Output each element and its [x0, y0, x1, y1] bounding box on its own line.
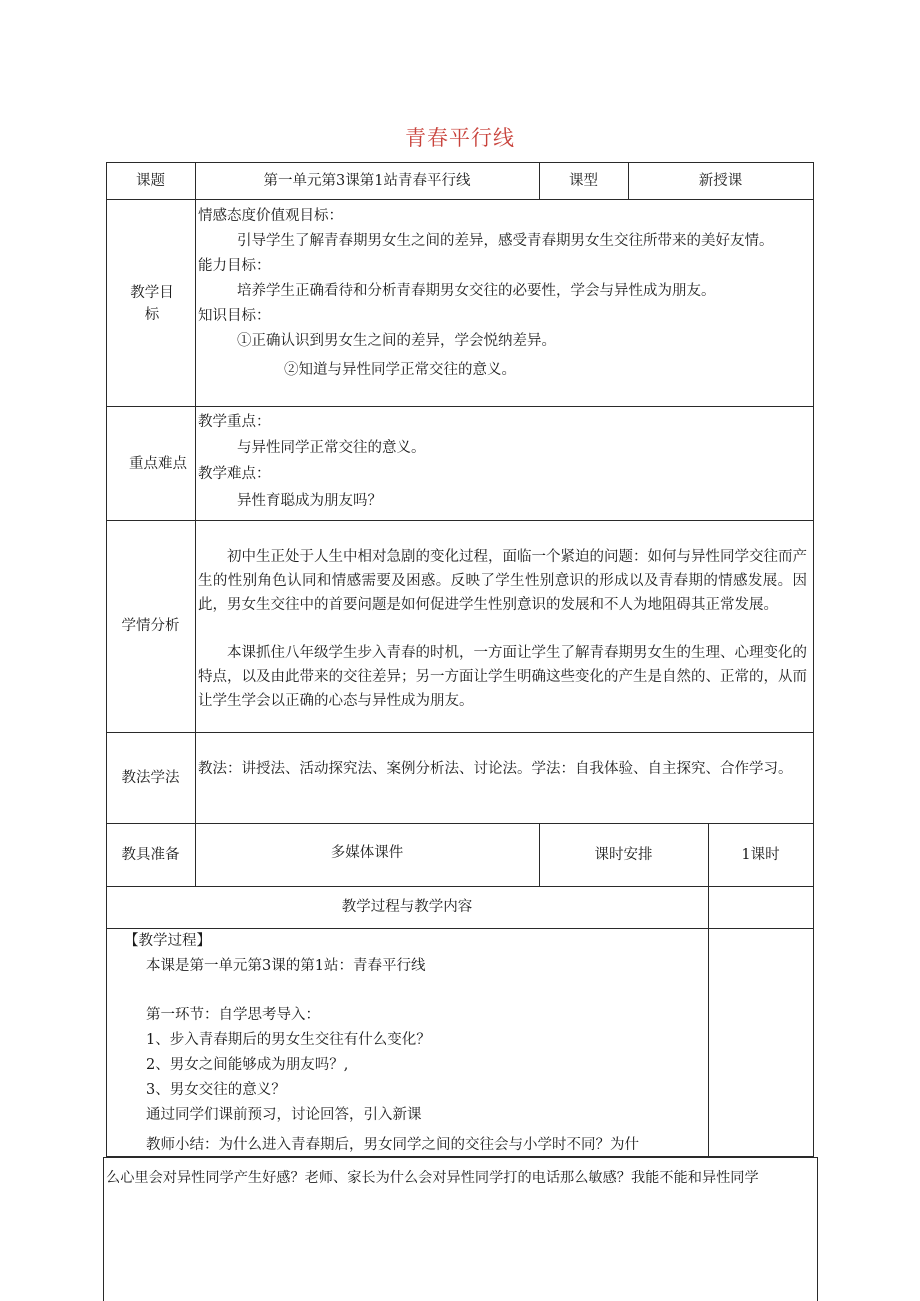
process-line: 2、男女之间能够成为朋友吗？, — [146, 1057, 349, 1073]
time-label: 课时安排 — [594, 846, 653, 863]
key-points-label: 重点难点 — [129, 456, 187, 472]
process-line: 通过同学们课前预习，讨论回答，引入新课 — [146, 1107, 422, 1123]
key-point-line: 与异性同学正常交往的意义。 — [237, 440, 426, 456]
tools-value: 多媒体课件 — [330, 845, 404, 861]
process-line: 3、男女交往的意义？ — [146, 1082, 286, 1098]
table-border-right — [813, 162, 814, 1157]
process-line: 第一环节：自学思考导入： — [146, 1007, 320, 1023]
analysis-label: 学情分析 — [121, 618, 180, 634]
lesson-type-value: 新授课 — [698, 172, 743, 189]
process-line: 本课是第一单元第3课的第1站：青春平行线 — [146, 958, 426, 974]
key-point-line: 异性育聪成为朋友吗？ — [237, 493, 382, 509]
objective-line: 培养学生正确看待和分析青春期男女交往的必要性，学会与异性成为朋友。 — [237, 283, 716, 299]
objective-line: 能力目标： — [198, 258, 271, 274]
objective-line: 知识目标： — [198, 308, 271, 324]
process-heading: 【教学过程】 — [124, 933, 211, 949]
objective-line: ①正确认识到男女生之间的差异，学会悦纳差异。 — [237, 333, 556, 349]
topic-value: 第一单元第3课第1站青春平行线 — [263, 172, 471, 189]
key-point-line: 教学重点： — [198, 414, 271, 430]
process-header: 教学过程与教学内容 — [341, 899, 473, 915]
page-title: 青春平行线 — [405, 126, 515, 150]
process-line: 1、步入青春期后的男女生交往有什么变化？ — [146, 1032, 431, 1048]
analysis-paragraph: 本课抓住八年级学生步入青春的时机，一方面让学生了解青春期男女生的生理、心理变化的特点，以及由此带来的交往差异；另一方面让学生明确这些变化的产生是自然的、正常的，从而让学生学会以正确的心态与异性成为朋友。 — [198, 645, 807, 709]
lesson-type-label: 课型 — [569, 172, 598, 189]
row-divider — [106, 406, 814, 407]
topic-label: 课题 — [136, 172, 165, 189]
objective-line: ②知道与异性同学正常交往的意义。 — [284, 362, 516, 378]
objective-line: 引导学生了解青春期男女生之间的差异，感受青春期男女生交往所带来的美好友情。 — [237, 233, 774, 249]
row-divider — [106, 732, 814, 733]
process-line: 教师小结：为什么进入青春期后，男女同学之间的交往会与小学时不同？为什 — [146, 1137, 639, 1153]
methods-text: 教法：讲授法、活动探究法、案例分析法、讨论法。学法：自我体验、自主探究、合作学习。 — [198, 761, 793, 777]
key-point-line: 教学难点： — [198, 466, 271, 482]
time-value: 1课时 — [741, 846, 780, 863]
continuation-border-left — [103, 1157, 104, 1301]
analysis-paragraph: 初中生正处于人生中相对急剧的变化过程，面临一个紧迫的问题：如何与异性同学交往而产生的性别角色认同和情感需要及困惑。反映了学生性别意识的形成以及青春期的情感发展。因此，男女生交往中的首要问题是如何促进学生性别意识的发展和不人为地阻碍其正常发展。 — [198, 549, 807, 613]
objectives-label: 教学目标 — [130, 285, 174, 323]
methods-label: 教法学法 — [121, 769, 180, 786]
row-divider — [106, 520, 814, 521]
process-continuation: 么心里会对异性同学产生好感？老师、家长为什么会对异性同学打的电话那么敏感？我能不能和异性同学 — [106, 1170, 759, 1186]
objective-line: 情感态度价值观目标： — [198, 208, 343, 224]
continuation-border-top — [103, 1157, 817, 1158]
tools-label: 教具准备 — [121, 846, 180, 863]
row-divider — [106, 199, 814, 200]
continuation-border-right — [817, 1157, 818, 1301]
label-column-divider — [195, 162, 196, 886]
